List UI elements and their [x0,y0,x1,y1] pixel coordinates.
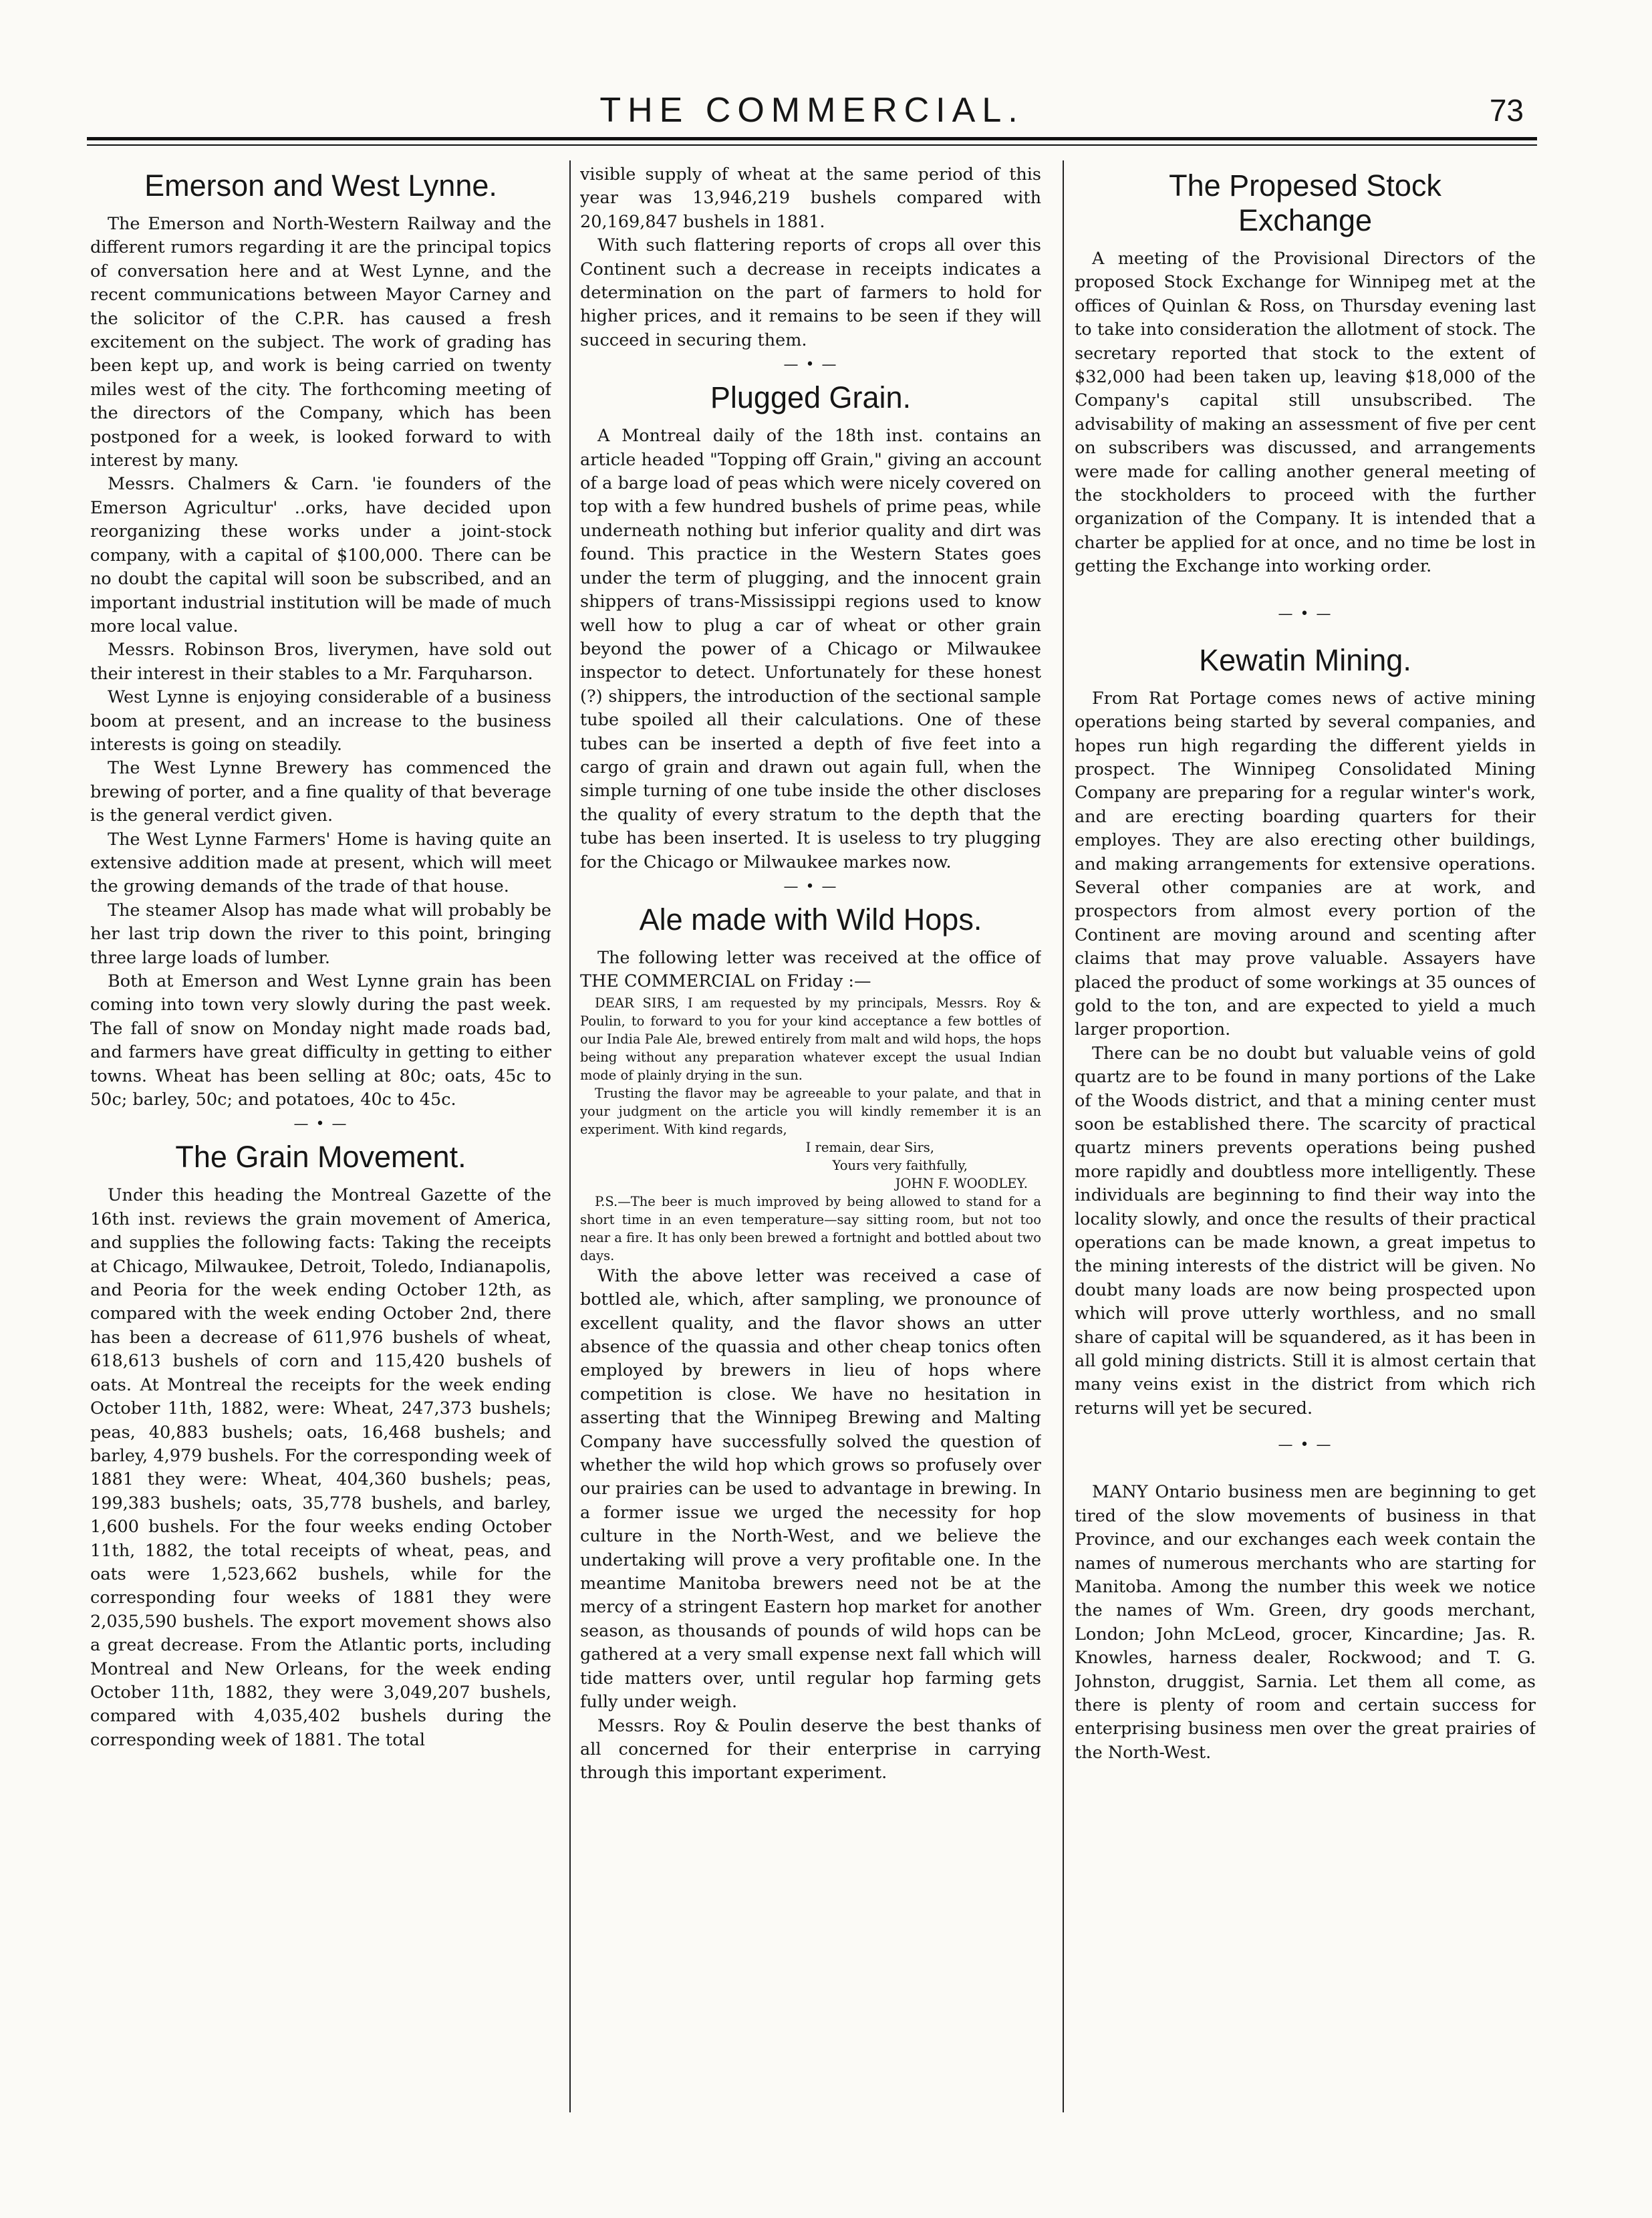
paragraph: A meeting of the Provisional Directors of the proposed Stock Exchange for Winnipeg met at the offices of Quinlan & Ross, on Thursday evening last to take into consideration the allotment of stock. The secretary reported that stock to the extent of $32,000 had been taken up, leaving $18,000 of the Company's capital still unsubscribed. The advisability of making an assessment of five per cent on subscribers was discussed, and arrangements were made for calling another general meeting of the stockholders to proceed with the further organization of the Company. It is intended that a charter be applied for at once, and no time be lost in getting the Exchange into working order. [1075,249,1536,577]
page-header [87,87,1537,134]
article-title-kewatin: Kewatin Mining. [1199,642,1411,677]
paragraph: Messrs. Robinson Bros, liverymen, have sold out their interest in their stables to a Mr. Farquharson. [90,640,551,684]
paragraph: The West Lynne Brewery has commenced the brewing of porter, and a fine quality of that beverage is the general verdict given. [90,758,551,826]
letter-closing: Yours very faithfully, [832,1157,968,1173]
page-number: 73 [1489,93,1524,128]
column-rule [569,160,571,2112]
letter-closing: I remain, dear Sirs, [805,1139,934,1155]
section-separator: — • — [783,878,838,895]
paragraph: A Montreal daily of the 18th inst. contains an article headed "Topping off Grain," giving an account of a barge load of peas which were nicely covered on top with a few hundred bushels of prime peas, while underneath nothing but inferior quality and dirt was found. This practice in the Western States goes under the term of plugging, and the innocent grain shippers of trans-Mississippi regions used to know well how to plug a car of wheat or other grain beyond the power of a Chicago or Milwaukee inspector to detect. Unfortunately for these honest (?) shippers, the introduction of the sectional sample tube spoiled all their calculations. One of these tubes can be inserted a depth of five feet into a cargo of grain and drawn out again full, when the simple turning of one tube inside the other discloses the quality of every stratum to the depth that the tube has been inserted. It is useless to try plugging for the Chicago or Milwaukee markes now. [580,426,1041,872]
paragraph: From Rat Portage comes news of active mining operations being started by several companies, and hopes run high regarding the different yields in prospect. The Winnipeg Consolidated Mining Company are preparing for a regular winter's work, and are erecting boarding quarters for their employes. They are also erecting other buildings, and making arrangements for extensive operations. Several other companies are at work, and prospectors from almost every portion of the Continent are moving around and scenting after claims that may prove valuable. Assayers have placed the product of some workings at 35 ounces of gold to the ton, and are expected to yield a much larger proportion. [1075,688,1536,1040]
paragraph: Under this heading the Montreal Gazette of the 16th inst. reviews the grain movement of America, and supplies the following facts: Taking the receipts at Chicago, Milwaukee, Detroit, Toledo, Indianapolis, and Peoria for the week ending October 12th, as compared with the week ending October 2nd, there has been a decrease of 611,976 bushels of wheat, 618,613 bushels of corn and 115,420 bushels of oats. At Montreal the receipts for the week ending October 11th, 1882, were: Wheat, 247,373 bushels; peas, 40,883 bushels; oats, 16,468 bushels; and barley, 4,979 bushels. For the corresponding week of 1881 they were: Wheat, 404,360 bushels; peas, 199,383 bushels; oats, 35,778 bushels, and barley, 1,600 bushels. For the four weeks ending October 11th, 1882, the total receipts of wheat, peas, and oats were 1,523,662 bushels, while for the corresponding four weeks of 1881 they were 2,035,590 bushels. The export movement shows also a great decrease. From the Atlantic ports, including Montreal and New Orleans, for the week ending October 11th, 1882, they were 3,049,207 bushels, compared with 4,035,402 bushels during the corresponding week of 1881. The total [90,1185,551,1750]
letter-postscript: P.S.—The beer is much improved by being allowed to stand for a short time in an even temperature—say sitting room, but not too near a fire. It has only been brewed a fortnight and bottled about two days. [580,1193,1041,1263]
paragraph: The Emerson and North-Western Railway and the different rumors regarding it are the principal topics of conversation here and at West Lynne, and the recent communications between Mayor Carney and the solicitor of the C.P.R. has caused a fresh excitement on the subject. The work of grading has been kept up, and work is being carried on twenty miles west of the city. The forthcoming meeting of the directors of the Company, which has been postponed for a week, is looked forward to with interest by many. [90,214,551,471]
paragraph: With the above letter was received a case of bottled ale, which, after sampling, we pronounce of excellent quality, and the flavor shows an utter absence of the quassia and other cheap tonics often employed by brewers in lieu of hops where competition is close. We have no hesitation in asserting that the Winnipeg Brewing and Malting Company have successfully solved the question of whether the wild hop which grows so profusely over our prairies can be used to advantage in brewing. In a former issue we urged the necessity for hop culture in the North-West, and we believe the undertaking will prove a very profitable one. In the meantime Manitoba brewers need not be at the mercy of a stringent Eastern hop market for another season, as thousands of pounds of wild hops can be gathered at a very small expense next fall which will tide matters over, until regular hop farming gets fully under weigh. [580,1265,1041,1713]
column-3 [1075,163,1536,2128]
paragraph: visible supply of wheat at the same period of this year was 13,946,219 bushels compared with 20,169,847 bushels in 1881. [580,164,1041,232]
section-separator: — • — [293,1116,348,1133]
column-1 [90,163,551,2128]
article-title-grain: The Grain Movement. [175,1140,466,1175]
article-title-emerson: Emerson and West Lynne. [144,168,497,203]
paragraph: MANY Ontario business men are beginning to get tired of the slow movements of business in that Province, and our exchanges each week contain the names of numerous merchants who are starting for Manitoba. Among the number this week we notice the names of Wm. Green, dry goods merchant, London; John McLeod, grocer, Kincardine; Jas. R. Knowles, harness dealer, Rockwood; and T. G. Johnston, druggist, Sarnia. Let them all come, as there is plenty of room and certain success for enterprising business men over the great prairies of the North-West. [1075,1482,1536,1763]
paragraph: West Lynne is enjoying considerable of a business boom at present, and an increase to the business interests is going on steadily. [90,687,551,755]
paragraph: There can be no doubt but valuable veins of gold quartz are to be found in many portions of the Lake of the Woods district, and that a mining center must soon be established there. The scarcity of practical quartz miners prevents operations being pushed more rapidly and doubtless more intelligently. These individuals are beginning to find their way into the locality slowly, and once the results of their practical operations can be made known, a great impetus to the mining interests of the district will be given. No doubt many loads are now being prospected upon which will prove utterly worthless, and no small share of capital will be squandered, as it has been in all gold mining districts. Still it is almost certain that many veins exist in the district from which rich returns will yet be secured. [1075,1043,1536,1419]
section-separator: — • — [1278,1437,1333,1454]
paragraph: The steamer Alsop has made what will probably be her last trip down the river to this point, bringing three large loads of lumber. [90,900,551,968]
letter-paragraph: Trusting the flavor may be agreeable to your palate, and that in your judgment on the article you will kindly remember it is an experiment. With kind regards, [580,1085,1041,1137]
header-rule [87,137,1537,140]
article-title-ale: Ale made with Wild Hops. [639,902,982,937]
paragraph: The West Lynne Farmers' Home is having quite an extensive addition made at present, which will meet the growing demands of the trade of that house. [90,829,551,897]
paragraph: The following letter was received at the office of THE COMMERCIAL on Friday :— [580,947,1041,992]
article-title-plugged: Plugged Grain. [710,380,912,415]
header-rule-thin [87,144,1537,146]
letter-signature: JOHN F. WOODLEY. [895,1175,1028,1191]
section-separator: — • — [783,356,838,374]
masthead: THE COMMERCIAL. [599,91,1024,130]
column-2 [580,163,1041,2128]
article-title-stock-exchange: The Propesed Stock Exchange [1169,168,1441,237]
section-separator: — • — [1278,605,1333,622]
column-rule [1063,160,1064,2112]
paragraph: Both at Emerson and West Lynne grain has been coming into town very slowly during the past week. The fall of snow on Monday night made roads bad, and farmers have great difficulty in getting to either towns. Wheat has been selling at 80c; oats, 45c to 50c; barley, 50c; and potatoes, 40c to 45c. [90,971,551,1110]
paragraph: With such flattering reports of crops all over this Continent such a decrease in receipts indicates a determination on the part of farmers to hold for higher prices, and it remains to be seen if they will succeed in securing them. [580,235,1041,350]
letter-paragraph: DEAR SIRS, I am requested by my principals, Messrs. Roy & Poulin, to forward to you for your kind acceptance a few bottles of our India Pale Ale, brewed entirely from malt and wild hops, the hops being without any preparation whatever except the usual Indian mode of plainly drying in the sun. [580,995,1041,1083]
paragraph: Messrs. Chalmers & Carn. 'ie founders of the Emerson Agricultur' ..orks, have decided upon reorganizing these works under a joint-stock company, with a capital of $100,000. There can be no doubt the capital will soon be subscribed, and an important industrial institution will be made of much more local value. [90,474,551,636]
paragraph: Messrs. Roy & Poulin deserve the best thanks of all concerned for their enterprise in carrying through this important experiment. [580,1715,1041,1783]
